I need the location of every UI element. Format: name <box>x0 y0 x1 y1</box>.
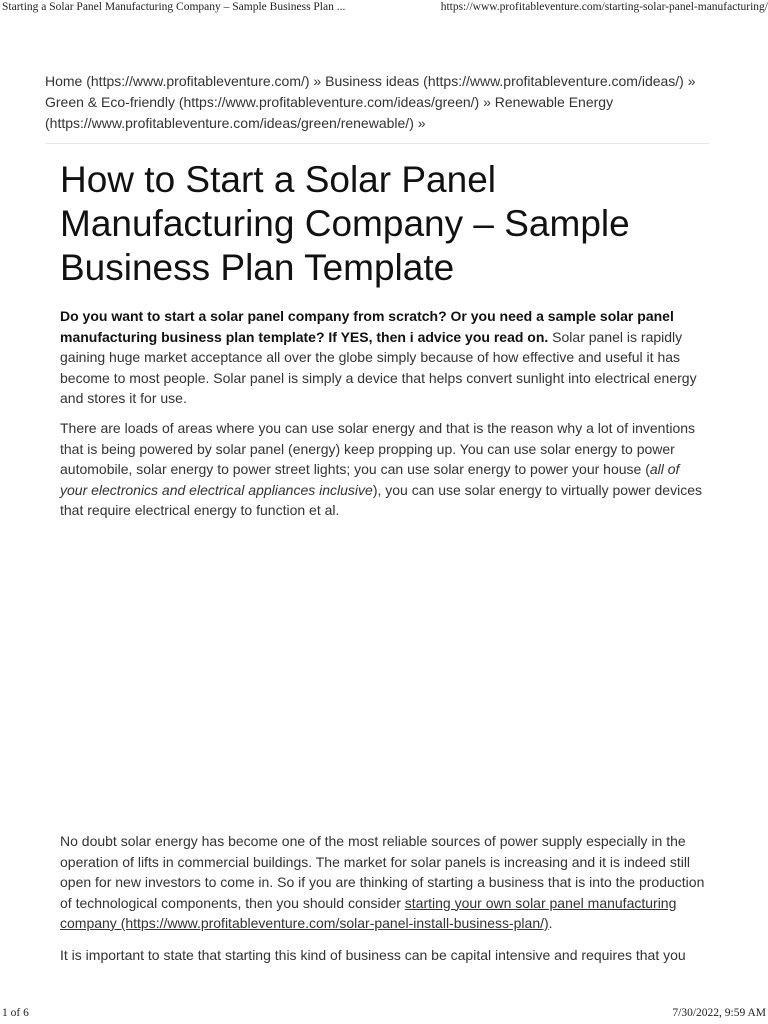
article-paragraph-market <box>60 831 710 934</box>
breadcrumb-separator: » <box>413 115 426 131</box>
print-header-url: https://www.profitableventure.com/starting-solar-panel-manufacturing/ <box>440 1 768 13</box>
intro-text: Solar panel is rapidly gaining huge market acceptance all over the globe simply because of how effective and useful it has become to most people. Solar panel is simply a device that helps convert sunlight into electrical energy and stores it for use. <box>60 328 697 406</box>
uses-text-b: ), you can use solar energy to virtually power devices that require electrical energy to function et al. <box>60 481 702 518</box>
breadcrumb-separator: » <box>683 73 696 89</box>
intro-bold-text: Do you want to start a solar panel company from scratch? Or you need a sample solar panel manufacturing business plan template? If YES, then i advice you read on. <box>60 308 674 345</box>
breadcrumb-green-link[interactable]: Green & Eco-friendly (https://www.profitableventure.com/ideas/green/) <box>45 94 480 110</box>
market-text-end: . <box>548 915 553 931</box>
article-paragraph-capital <box>60 945 710 966</box>
breadcrumb-home-link[interactable]: Home (https://www.profitableventure.com/) <box>45 73 310 89</box>
print-footer-page: 1 of 6 <box>2 1007 29 1019</box>
article-paragraph-uses <box>60 418 710 521</box>
divider <box>45 143 709 144</box>
print-footer <box>0 1004 768 1024</box>
uses-text-a: There are loads of areas where you can use solar energy and that is the reason why a lot of inventions that is being powered by solar panel (energy) keep propping up. You can use solar energy to power automobile, solar energy to power street lights; you can use solar energy to power your house ( <box>60 420 696 477</box>
breadcrumb-renewable-link[interactable]: Renewable Energy (https://www.profitableventure.com/ideas/green/renewable/) <box>45 94 614 131</box>
breadcrumb-business-ideas-link[interactable]: Business ideas (https://www.profitableventure.com/ideas/) <box>325 73 684 89</box>
breadcrumb <box>45 71 715 134</box>
page-title: How to Start a Solar Panel Manufacturing Company – Sample Business Plan Template <box>60 159 630 288</box>
capital-text: It is important to state that starting this kind of business can be capital intensive and requires that you <box>60 947 686 963</box>
solar-panel-business-plan-link[interactable]: starting your own solar panel manufacturing company (https://www.profitableventure.com/solar-panel-install-business-plan/) <box>60 894 677 931</box>
print-footer-datetime: 7/30/2022, 9:59 AM <box>672 1007 766 1019</box>
uses-italic-text: all of your electronics and electrical appliances inclusive <box>60 461 680 498</box>
print-header <box>0 0 768 18</box>
breadcrumb-separator: » <box>479 94 495 110</box>
print-header-title: Starting a Solar Panel Manufacturing Company – Sample Business Plan ... <box>2 1 346 13</box>
market-text: No doubt solar energy has become one of the most reliable sources of power supply especially in the operation of lifts in commercial buildings. The market for solar panels is increasing and it is indeed still open for new investors to come in. So if you are thinking of starting a business that is into the production of technological components, then you should consider <box>60 833 705 911</box>
breadcrumb-separator: » <box>309 73 326 89</box>
article-paragraph-intro <box>60 306 710 409</box>
